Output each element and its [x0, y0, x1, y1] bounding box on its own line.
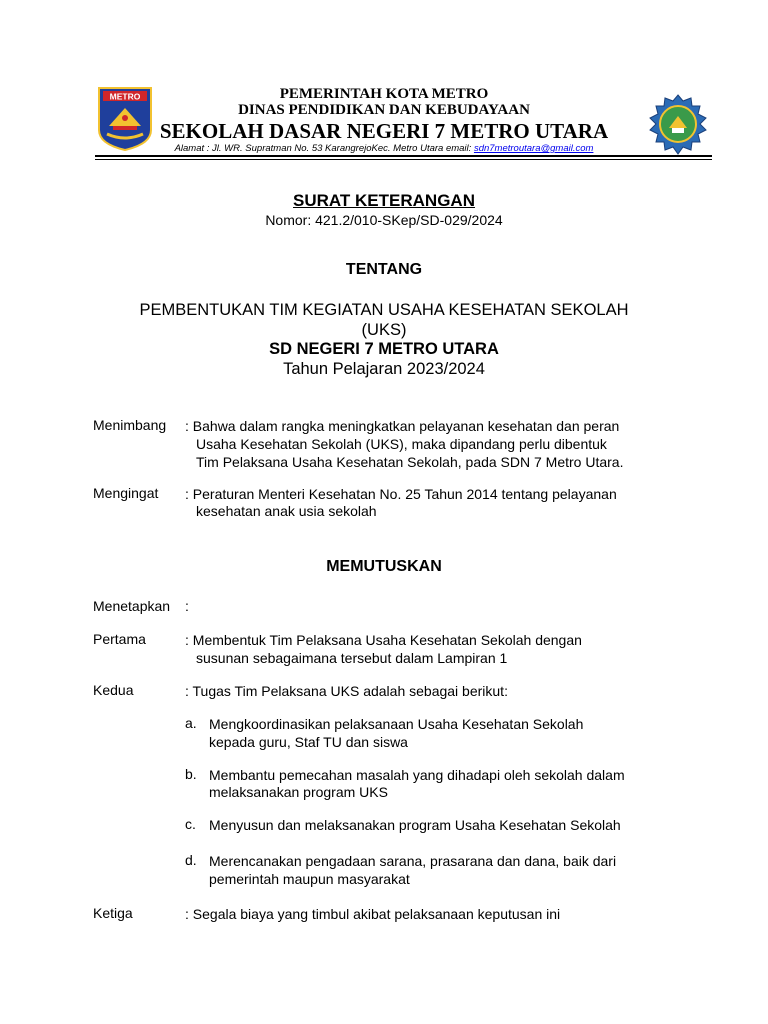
department-name: DINAS PENDIDIKAN DAN KEBUDAYAAN: [238, 102, 530, 118]
letterhead-rule-thick: [95, 155, 712, 157]
considering-line-2: Usaha Kesehatan Sekolah (UKS), maka dipandang perlu dibentuk: [196, 436, 607, 452]
subject-academic-year: Tahun Pelajaran 2023/2024: [283, 360, 485, 378]
recalling-label: Mengingat: [93, 485, 159, 501]
second-label: Kedua: [93, 682, 134, 698]
third-label: Ketiga: [93, 905, 133, 921]
considering-line-1: : Bahwa dalam rangka meningkatkan pelayanan kesehatan dan peran: [185, 418, 620, 434]
decision-heading: MEMUTUSKAN: [326, 558, 442, 575]
task-a-line-1: Mengkoordinasikan pelaksanaan Usaha Kesehatan Sekolah: [209, 716, 584, 732]
task-b-marker: b.: [185, 766, 197, 782]
task-b-line-1: Membantu pemecahan masalah yang dihadapi oleh sekolah dalam: [209, 767, 625, 783]
subject-line-2: (UKS): [361, 321, 407, 339]
task-d-marker: d.: [185, 852, 197, 868]
task-a-marker: a.: [185, 715, 197, 731]
letterhead-rule-thin: [95, 159, 712, 160]
document-number: Nomor: 421.2/010-SKep/SD-029/2024: [265, 212, 503, 228]
school-name: SEKOLAH DASAR NEGERI 7 METRO UTARA: [159, 119, 609, 143]
recalling-line-2: kesehatan anak usia sekolah: [196, 503, 377, 519]
first-line-2: susunan sebagaimana tersebut dalam Lampiran 1: [196, 650, 508, 666]
recalling-line-1: : Peraturan Menteri Kesehatan No. 25 Tahun 2014 tentang pelayanan: [185, 486, 617, 502]
document-title: [0, 191, 768, 211]
email-link[interactable]: sdn7metroutara@gmail.com: [473, 143, 594, 154]
first-label: Pertama: [93, 631, 146, 647]
school-address: [0, 143, 768, 154]
establish-label: Menetapkan: [93, 598, 171, 614]
considering-label: Menimbang: [93, 417, 167, 433]
address-text: Alamat : Jl. WR. Supratman No. 53 KarangrejoKec. Metro Utara email:: [174, 143, 474, 154]
first-line-1: : Membentuk Tim Pelaksana Usaha Kesehatan Sekolah dengan: [185, 632, 582, 648]
task-c-line-1: Menyusun dan melaksanakan program Usaha Kesehatan Sekolah: [209, 817, 621, 833]
considering-line-3: Tim Pelaksana Usaha Kesehatan Sekolah, pada SDN 7 Metro Utara.: [196, 454, 624, 470]
task-d-line-1: Merencanakan pengadaan sarana, prasarana dan dana, baik dari: [209, 853, 617, 869]
document-title-text: SURAT KETERANGAN: [293, 191, 475, 210]
second-line: : Tugas Tim Pelaksana UKS adalah sebagai berikut:: [185, 683, 508, 699]
subject-line-1: PEMBENTUKAN TIM KEGIATAN USAHA KESEHATAN SEKOLAH: [139, 301, 629, 319]
about-heading: TENTANG: [345, 261, 423, 278]
subject-school: SD NEGERI 7 METRO UTARA: [269, 340, 499, 358]
logo-text: METRO: [109, 91, 141, 102]
establish-colon: :: [185, 598, 189, 614]
task-c-marker: c.: [185, 816, 196, 832]
government-name: PEMERINTAH KOTA METRO: [279, 86, 489, 102]
task-d-line-2: pemerintah maupun masyarakat: [209, 871, 410, 887]
task-a-line-2: kepada guru, Staf TU dan siswa: [209, 734, 408, 750]
third-line: : Segala biaya yang timbul akibat pelaksanaan keputusan ini: [185, 906, 561, 922]
task-b-line-2: melaksanakan program UKS: [209, 784, 388, 800]
